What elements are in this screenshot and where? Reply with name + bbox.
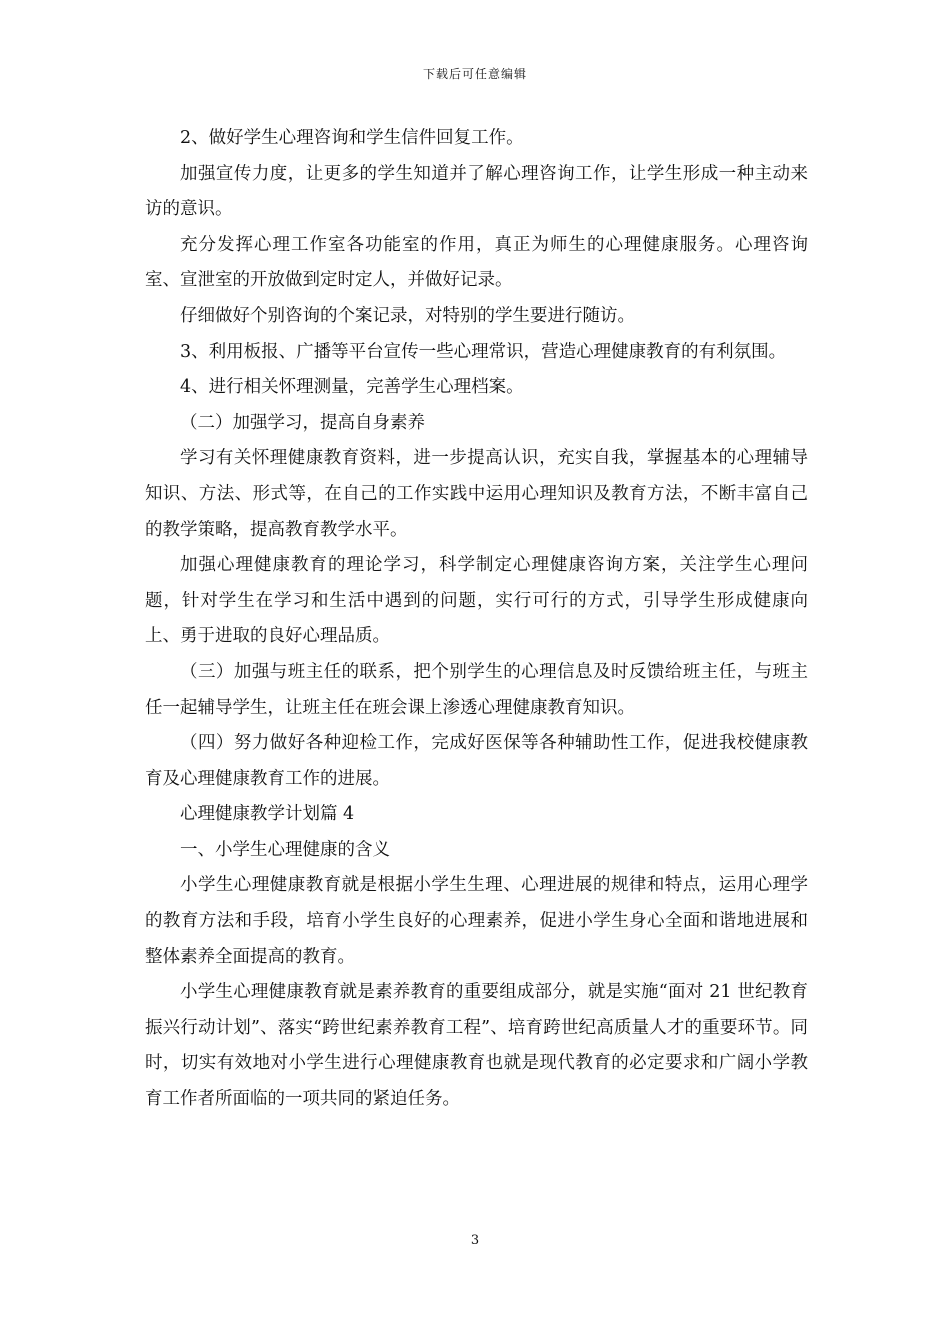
page-header: 下载后可任意编辑 <box>422 67 527 81</box>
paragraph: 加强宣传力度，让更多的学生知道并了解心理咨询工作，让学生形成一种主动来访的意识。 <box>145 163 808 220</box>
document-body <box>145 121 808 1118</box>
chapter-title: 心理健康教学计划篇 4 <box>180 804 355 825</box>
paragraph: 学习有关怀理健康教育资料，进一步提高认识，充实自我，掌握基本的心理辅导知识、方法、形式等，在自己的工作实践中运用心理知识及教育方法，不断丰富自己的教学策略，提高教育教学水平。 <box>145 448 808 540</box>
paragraph: 4、进行相关怀理测量，完善学生心理档案。 <box>180 377 524 398</box>
section-heading: 一、小学生心理健康的含义 <box>180 839 390 860</box>
paragraph: 加强心理健康教育的理论学习，科学制定心理健康咨询方案，关注学生心理问题，针对学生在学习和生活中遇到的问题，实行可行的方式，引导学生形成健康向上、勇于进取的良好心理品质。 <box>145 555 808 647</box>
paragraph: 充分发挥心理工作室各功能室的作用，真正为师生的心理健康服务。心理咨询室、宣泄室的开放做到定时定人，并做好记录。 <box>145 234 808 291</box>
paragraph: 3、利用板报、广播等平台宣传一些心理常识，营造心理健康教育的有利氛围。 <box>180 341 787 362</box>
section-heading: （三）加强与班主任的联系，把个别学生的心理信息及时反馈给班主任，与班主任一起辅导学生，让班主任在班会课上渗透心理健康教育知识。 <box>145 661 808 718</box>
section-heading: （二）加强学习，提高自身素养 <box>180 412 425 433</box>
paragraph: 小学生心理健康教育就是根据小学生生理、心理进展的规律和特点，运用心理学的教育方法和手段，培育小学生良好的心理素养，促进小学生身心全面和谐地进展和整体素养全面提高的教育。 <box>145 875 808 967</box>
section-heading: （四）努力做好各种迎检工作，完成好医保等各种辅助性工作，促进我校健康教育及心理健康教育工作的进展。 <box>145 733 808 789</box>
paragraph: 小学生心理健康教育就是素养教育的重要组成部分，就是实施“面对 21 世纪教育振兴行动计划”、落实“跨世纪素养教育工程”、培育跨世纪高质量人才的重要环节。同时，切实有效地对小学生进行心理健康教育也就是现代教育的必定要求和广阔小学教育工作者所面临的一项共同的紧迫任务。 <box>145 982 808 1110</box>
paragraph: 仔细做好个别咨询的个案记录，对特别的学生要进行随访。 <box>180 305 635 326</box>
page-number: 3 <box>470 1233 480 1248</box>
paragraph: 2、做好学生心理咨询和学生信件回复工作。 <box>180 128 524 148</box>
